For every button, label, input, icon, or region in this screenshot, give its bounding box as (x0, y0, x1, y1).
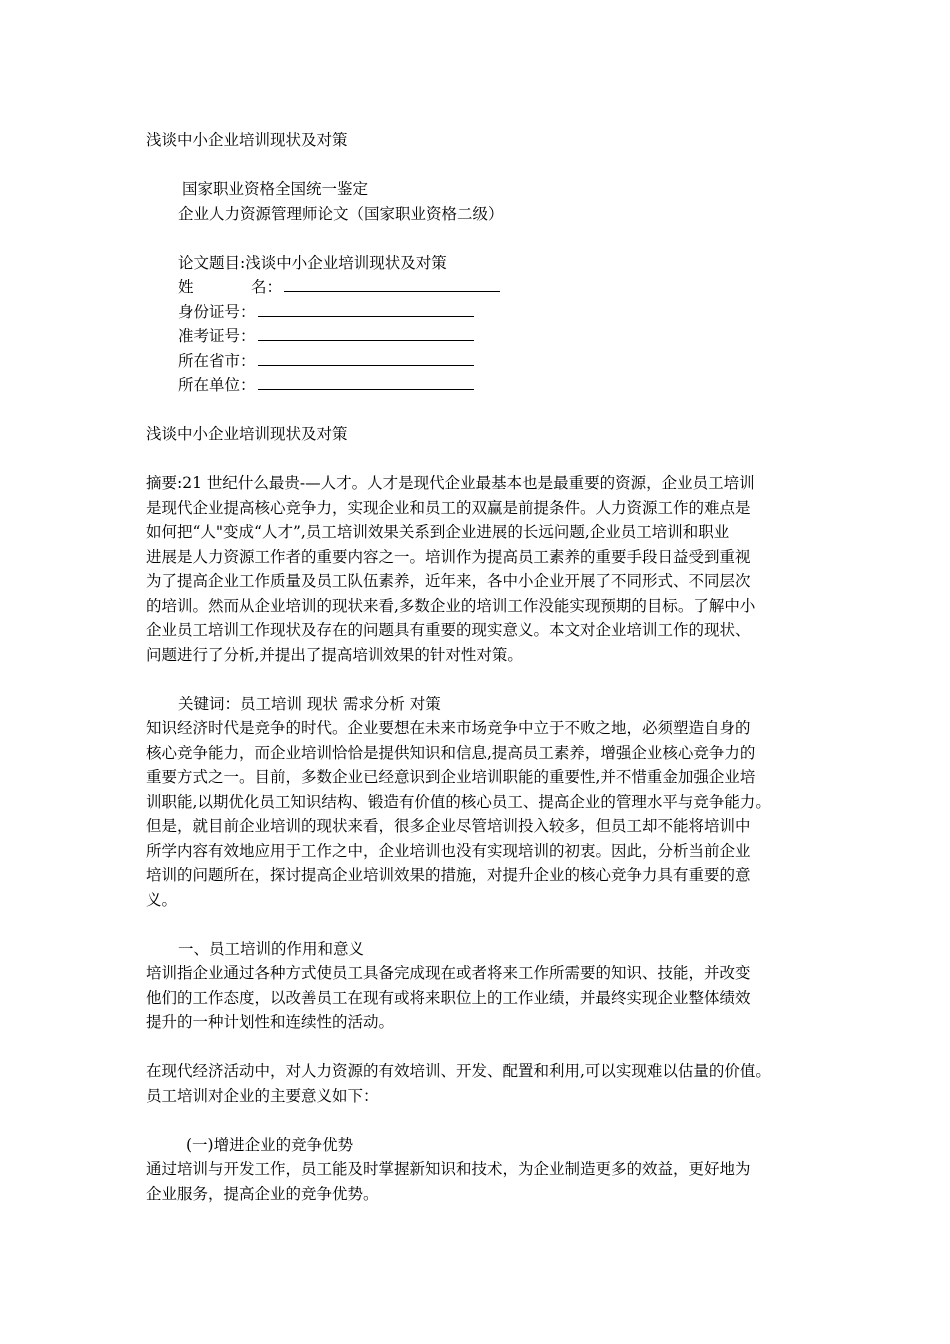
cover-line-1: 国家职业资格全国统一鉴定 (182, 180, 369, 198)
abstract-line: 是现代企业提高核心竞争力，实现企业和员工的双赢是前提条件。人力资源工作的难点是 (146, 498, 751, 517)
cover-line-2: 企业人力资源管理师论文（国家职业资格二级） (178, 204, 504, 223)
spacer (146, 912, 816, 937)
subsection-1-line: 企业服务，提高企业的竞争优势。 (146, 1184, 379, 1203)
field-name (146, 275, 816, 300)
subsection-1-heading: (一)增进企业的竞争优势 (186, 1135, 354, 1154)
subsection-1-paragraph (146, 1157, 816, 1206)
field-province (146, 349, 816, 374)
field-name-blank (284, 275, 500, 292)
abstract-line: 企业员工培训工作现状及存在的问题具有重要的现实意义。本文对企业培训工作的现状、 (146, 621, 751, 639)
section-1-line: 他们的工作态度，以改善员工在现有或将来职位上的工作业绩，并最终实现企业整体绩效 (146, 988, 751, 1007)
abstract-line: 进展是人力资源工作者的重要内容之一。培训作为提高员工素养的重要手段日益受到重视 (146, 547, 751, 566)
intro-line: 核心竞争能力，而企业培训恰恰是提供知识和信息,提高员工素养，增强企业核心竞争力的 (146, 743, 756, 762)
field-id-blank (258, 300, 474, 317)
field-province-blank (258, 349, 474, 366)
spacer (146, 667, 816, 692)
spacer (146, 226, 816, 251)
field-exam-label: 准考证号： (178, 327, 256, 345)
intro-line: 培训的问题所在，探讨提高企业培训效果的措施，对提升企业的核心竞争力具有重要的意 (146, 866, 751, 884)
field-id (146, 300, 816, 325)
intro-line: 训职能,以期优化员工知识结构、锻造有价值的核心员工、提高企业的管理水平与竞争能力。 (146, 792, 771, 811)
intro-line: 重要方式之一。目前，多数企业已经意识到企业培训职能的重要性,并不惜重金加强企业培 (146, 768, 756, 786)
name-char-2: 名： (250, 278, 282, 296)
section-1-line: 在现代经济活动中，对人力资源的有效培训、开发、配置和利用,可以实现难以估量的价值。 (146, 1062, 771, 1080)
spacer (146, 1108, 816, 1133)
intro-line: 但是，就目前企业培训的现状来看，很多企业尽管培训投入较多，但员工却不能将培训中 (146, 817, 751, 835)
section-1-paragraph-2 (146, 1059, 816, 1108)
field-exam (146, 324, 816, 349)
abstract-paragraph (146, 471, 816, 667)
field-name-label (178, 275, 282, 300)
field-unit-blank (258, 373, 474, 390)
intro-line: 义。 (146, 890, 178, 909)
abstract-line: 摘要:21 世纪什么最贵-—人才。人才是现代企业最基本也是最重要的资源，企业员工培训 (146, 474, 755, 492)
spacer (146, 398, 816, 423)
intro-line: 知识经济时代是竞争的时代。企业要想在未来市场竞争中立于不败之地，必须塑造自身的 (146, 719, 751, 737)
section-1-line: 提升的一种计划性和连续性的活动。 (146, 1013, 395, 1031)
intro-line: 所学内容有效地应用于工作之中，企业培训也没有实现培训的初衷。因此，分析当前企业 (146, 841, 751, 860)
subsection-1-line: 通过培训与开发工作，员工能及时掌握新知识和技术，为企业制造更多的效益，更好地为 (146, 1160, 751, 1178)
abstract-line: 的培训。然而从企业培训的现状来看,多数企业的培训工作没能实现预期的目标。了解中小 (146, 596, 756, 615)
field-exam-blank (258, 324, 474, 341)
name-char-1: 姓 (178, 278, 194, 296)
document-page (146, 128, 816, 1206)
cover-subject: 论文题目:浅谈中小企业培训现状及对策 (178, 253, 447, 272)
intro-paragraph (146, 716, 816, 912)
field-unit (146, 373, 816, 398)
abstract-line: 如何把“人"变成“人才”,员工培训效果关系到企业进展的长远问题,企业员工培训和职业 (146, 523, 730, 541)
document-title-main: 浅谈中小企业培训现状及对策 (146, 425, 348, 443)
abstract-line: 问题进行了分析,并提出了提高培训效果的针对性对策。 (146, 645, 523, 664)
section-1-line: 培训指企业通过各种方式使员工具备完成现在或者将来工作所需要的知识、技能，并改变 (146, 964, 751, 982)
document-title-top: 浅谈中小企业培训现状及对策 (146, 131, 348, 149)
spacer (146, 1035, 816, 1060)
field-province-label: 所在省市： (178, 351, 256, 370)
abstract-line: 为了提高企业工作质量及员工队伍素养，近年来，各中小企业开展了不同形式、不同层次 (146, 572, 751, 590)
section-1-heading: 一、员工培训的作用和意义 (178, 939, 365, 958)
keywords: 关键词：员工培训 现状 需求分析 对策 (178, 694, 441, 713)
field-unit-label: 所在单位： (178, 376, 256, 394)
spacer (146, 447, 816, 472)
field-id-label: 身份证号： (178, 302, 256, 321)
section-1-paragraph-1 (146, 961, 816, 1035)
spacer (146, 153, 816, 178)
section-1-line: 员工培训对企业的主要意义如下： (146, 1086, 379, 1105)
